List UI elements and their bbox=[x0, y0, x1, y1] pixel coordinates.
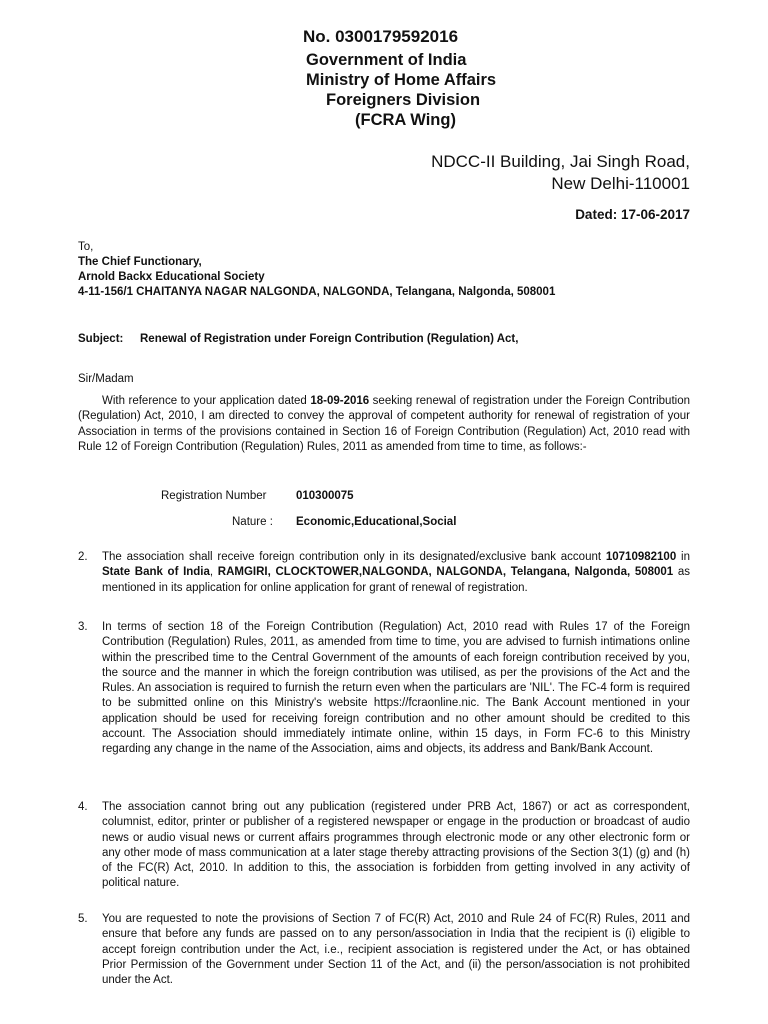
ministry-title: Ministry of Home Affairs bbox=[306, 71, 497, 89]
clause-text bbox=[102, 550, 690, 596]
nature-label: Nature : bbox=[232, 516, 273, 528]
clause-2-text-a: The association shall receive foreign contribution only in its designated/exclusive bank account bbox=[102, 551, 606, 563]
intro-pre: With reference to your application dated bbox=[102, 395, 311, 407]
registration-number-value: 010300075 bbox=[296, 490, 354, 502]
address-line-1: NDCC-II Building, Jai Singh Road, bbox=[431, 152, 690, 171]
address-line-2: New Delhi-110001 bbox=[551, 174, 690, 193]
clause-2-text-b: in bbox=[676, 551, 690, 563]
clause-2-text-c: , bbox=[209, 566, 218, 579]
subject-line bbox=[78, 333, 518, 345]
intro-paragraph bbox=[78, 394, 690, 455]
recipient-address: 4-11-156/1 CHAITANYA NAGAR NALGONDA, NALGONDA, Telangana, Nalgonda, 508001 bbox=[78, 286, 556, 298]
clause-text: You are requested to note the provisions of Section 7 of FC(R) Act, 2010 and Rule 24 of FC(R) Rules, 2011 and ensure that before any funds are passed on to any person/association in India that the recipient is (i) eligible to accept foreign contribution under the Act, i.e., recipient association is registered under the Act, or has obtained Prior Permission of the Government under Section 11 of the Act, and (ii) the person/association is not prohibited under the Act. bbox=[102, 913, 690, 987]
clause-2-text-d: as mentioned in its application for online application for grant of renewal of registration. bbox=[102, 566, 691, 594]
bank-branch: RAMGIRI, CLOCKTOWER,NALGONDA, NALGONDA, Telangana, Nalgonda, 508001 bbox=[217, 566, 674, 579]
clause-text: The association cannot bring out any publication (registered under PRB Act, 1867) or act as correspondent, columnist, editor, printer or publisher of a registered newspaper or engage in the production or broadcast of audio news or audio visual news or current affairs programmes through electronic mode or any other electronic form or any other mode of mass communication at a later stage thereby attracting provisions of the Section 3(1) (g) and (h) of the FC(R) Act, 2010. In addition to this, the association is forbidden from getting involved in any activity of political nature. bbox=[102, 801, 690, 890]
division-title: Foreigners Division bbox=[326, 91, 481, 109]
dated: Dated: 17-06-2017 bbox=[575, 207, 690, 222]
subject-label: Subject: bbox=[78, 333, 124, 345]
bank-name: State Bank of India bbox=[102, 566, 210, 579]
reference-number: No. 0300179592016 bbox=[303, 27, 459, 46]
to-label: To, bbox=[78, 241, 94, 253]
subject-text: Renewal of Registration under Foreign Contribution (Regulation) Act, bbox=[140, 333, 519, 345]
clause-text: In terms of section 18 of the Foreign Contribution (Regulation) Act, 2010 read with Rules 17 of the Foreign Contribution (Regulation) Rules, 2011, as amended from time to time, you are advised to furnish intimations online within the prescribed time to the Central Government of the amounts of each foreign contribution received by you, the source and the manner in which the foreign contribution was utilised, as per the provisions of the Act and the Rules. An association is required to furnish the return even when the particulars are 'NIL'. The FC-4 form is required to be submitted online on this Ministry's website https://fcraonline.nic. The Bank Account mentioned in your application should be used for receiving foreign contribution and no other amount should be credited to this account. The Association should immediately intimate online, within 15 days, in Form FC-6 to this Ministry regarding any change in the name of the Association, aims and objects, its address and Bank/Bank Account. bbox=[102, 621, 690, 756]
recipient-org: Arnold Backx Educational Society bbox=[78, 271, 265, 283]
salutation: Sir/Madam bbox=[78, 373, 134, 385]
government-title: Government of India bbox=[306, 51, 467, 69]
application-date: 18-09-2016 bbox=[310, 395, 370, 407]
recipient-name: The Chief Functionary, bbox=[78, 256, 202, 268]
clause-number: 4. bbox=[78, 801, 88, 813]
clause-number: 5. bbox=[78, 913, 88, 925]
wing-title: (FCRA Wing) bbox=[355, 111, 456, 129]
clause-number: 2. bbox=[78, 551, 88, 563]
intro-post: seeking renewal of registration under the Foreign Contribution (Regulation) Act, 2010, I am directed to convey the approval of competent authority for renewal of registration of your Association in terms of the provisions contained in Section 16 of Foreign Contribution (Regulation) Act, 2010 read with Rule 12 of Foreign Contribution (Regulation) Rules, 2011 as amended from time to time, as follows:- bbox=[78, 395, 690, 453]
nature-value: Economic,Educational,Social bbox=[296, 516, 457, 528]
registration-number-label: Registration Number bbox=[161, 490, 267, 502]
clause-number: 3. bbox=[78, 621, 88, 633]
recipient-block bbox=[78, 240, 555, 300]
bank-account-number: 10710982100 bbox=[605, 551, 677, 563]
